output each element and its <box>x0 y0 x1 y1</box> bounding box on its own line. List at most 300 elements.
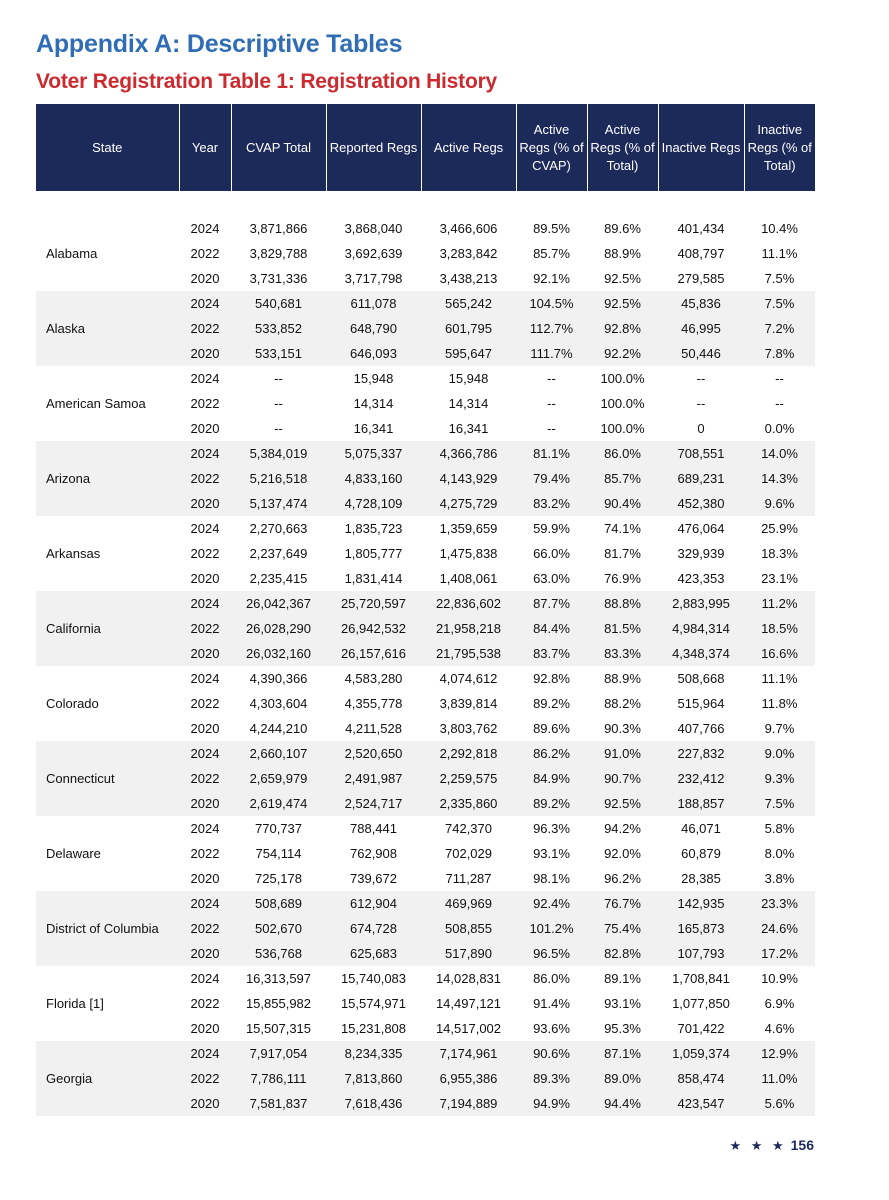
table-cell: 142,935 <box>658 891 744 916</box>
table-cell: 625,683 <box>326 941 421 966</box>
table-cell: 89.5% <box>516 216 587 241</box>
table-cell: 4,355,778 <box>326 691 421 716</box>
table-cell: 14.0% <box>744 441 815 466</box>
table-cell: 188,857 <box>658 791 744 816</box>
table-cell: 18.3% <box>744 541 815 566</box>
table-cell: 1,408,061 <box>421 566 516 591</box>
table-cell: -- <box>231 366 326 391</box>
table-cell: 9.7% <box>744 716 815 741</box>
table-cell: 88.9% <box>587 666 658 691</box>
table-cell: 84.4% <box>516 616 587 641</box>
star-icon: ★ ★ ★ <box>729 1138 787 1153</box>
table-cell: 9.0% <box>744 741 815 766</box>
table-cell: 60,879 <box>658 841 744 866</box>
table-cell: 86.0% <box>587 441 658 466</box>
table-cell: 4,143,929 <box>421 466 516 491</box>
table-cell: 7,194,889 <box>421 1091 516 1116</box>
table-cell: 611,078 <box>326 291 421 316</box>
table-cell: -- <box>744 366 815 391</box>
table-cell: 22,836,602 <box>421 591 516 616</box>
table-cell: 83.2% <box>516 491 587 516</box>
table-cell: 93.1% <box>587 991 658 1016</box>
table-cell: 15,507,315 <box>231 1016 326 1041</box>
table-cell: 96.3% <box>516 816 587 841</box>
table-cell: 725,178 <box>231 866 326 891</box>
table-cell: 8.0% <box>744 841 815 866</box>
table-cell: 89.0% <box>587 1066 658 1091</box>
table-cell: 702,029 <box>421 841 516 866</box>
table-cell: 646,093 <box>326 341 421 366</box>
table-cell: 28,385 <box>658 866 744 891</box>
table-cell: 90.3% <box>587 716 658 741</box>
table-cell: 1,475,838 <box>421 541 516 566</box>
year-cell: 2020 <box>179 416 231 441</box>
table-cell: 15,231,808 <box>326 1016 421 1041</box>
table-cell: 3,871,866 <box>231 216 326 241</box>
table-cell: 93.6% <box>516 1016 587 1041</box>
table-cell: 3,438,213 <box>421 266 516 291</box>
table-cell: 89.6% <box>516 716 587 741</box>
table-row <box>36 891 815 916</box>
table-cell: 92.5% <box>587 791 658 816</box>
table-cell: 4,583,280 <box>326 666 421 691</box>
table-cell: 81.7% <box>587 541 658 566</box>
table-cell: 94.9% <box>516 1091 587 1116</box>
state-name-cell: Delaware <box>36 816 179 891</box>
year-cell: 2020 <box>179 941 231 966</box>
table-cell: 508,689 <box>231 891 326 916</box>
table-cell: 11.2% <box>744 591 815 616</box>
table-cell: 2,335,860 <box>421 791 516 816</box>
state-name-cell: Connecticut <box>36 741 179 816</box>
table-cell: 423,547 <box>658 1091 744 1116</box>
table-cell: 98.1% <box>516 866 587 891</box>
year-cell: 2024 <box>179 816 231 841</box>
table-title: Voter Registration Table 1: Registration History <box>36 70 498 93</box>
table-cell: 508,668 <box>658 666 744 691</box>
table-cell: 89.6% <box>587 216 658 241</box>
year-cell: 2020 <box>179 491 231 516</box>
table-cell: 11.8% <box>744 691 815 716</box>
table-cell: -- <box>231 391 326 416</box>
table-cell: 14,028,831 <box>421 966 516 991</box>
year-cell: 2024 <box>179 366 231 391</box>
state-name-cell: California <box>36 591 179 666</box>
table-cell: 26,028,290 <box>231 616 326 641</box>
table-cell: 7.5% <box>744 291 815 316</box>
year-cell: 2022 <box>179 316 231 341</box>
table-cell: 59.9% <box>516 516 587 541</box>
page-number: 156 <box>790 1137 814 1153</box>
table-cell: 4,303,604 <box>231 691 326 716</box>
table-cell: 23.3% <box>744 891 815 916</box>
table-cell: 111.7% <box>516 341 587 366</box>
year-cell: 2020 <box>179 791 231 816</box>
year-cell: 2022 <box>179 916 231 941</box>
year-cell: 2022 <box>179 841 231 866</box>
table-cell: 96.5% <box>516 941 587 966</box>
table-cell: 16,341 <box>421 416 516 441</box>
table-cell: 10.9% <box>744 966 815 991</box>
table-cell: 88.8% <box>587 591 658 616</box>
table-cell: -- <box>744 391 815 416</box>
table-cell: 84.9% <box>516 766 587 791</box>
table-cell: 21,958,218 <box>421 616 516 641</box>
year-cell: 2020 <box>179 716 231 741</box>
year-cell: 2022 <box>179 1066 231 1091</box>
table-cell: 476,064 <box>658 516 744 541</box>
table-cell: 23.1% <box>744 566 815 591</box>
table-cell: 1,077,850 <box>658 991 744 1016</box>
table-cell: 7,813,860 <box>326 1066 421 1091</box>
year-cell: 2020 <box>179 1091 231 1116</box>
year-cell: 2022 <box>179 541 231 566</box>
table-cell: 770,737 <box>231 816 326 841</box>
table-cell: 3,731,336 <box>231 266 326 291</box>
table-cell: 87.7% <box>516 591 587 616</box>
table-cell: 101.2% <box>516 916 587 941</box>
table-cell: 91.0% <box>587 741 658 766</box>
table-cell: 14.3% <box>744 466 815 491</box>
column-header: Inactive Regs <box>658 104 744 191</box>
table-cell: 711,287 <box>421 866 516 891</box>
year-cell: 2024 <box>179 441 231 466</box>
table-cell: 7,618,436 <box>326 1091 421 1116</box>
table-cell: -- <box>231 416 326 441</box>
table-cell: 8,234,335 <box>326 1041 421 1066</box>
table-cell: 92.0% <box>587 841 658 866</box>
state-name-cell: Arizona <box>36 441 179 516</box>
table-cell: 112.7% <box>516 316 587 341</box>
table-row <box>36 666 815 691</box>
table-cell: 1,708,841 <box>658 966 744 991</box>
table-cell: 11.1% <box>744 666 815 691</box>
state-name-cell: Florida [1] <box>36 966 179 1041</box>
year-cell: 2022 <box>179 241 231 266</box>
table-cell: 2,235,415 <box>231 566 326 591</box>
table-cell: 595,647 <box>421 341 516 366</box>
table-cell: 15,740,083 <box>326 966 421 991</box>
table-cell: 17.2% <box>744 941 815 966</box>
table-cell: 3,283,842 <box>421 241 516 266</box>
table-cell: 15,574,971 <box>326 991 421 1016</box>
table-cell: 7.5% <box>744 791 815 816</box>
table-cell: 788,441 <box>326 816 421 841</box>
table-cell: 515,964 <box>658 691 744 716</box>
table-cell: 86.0% <box>516 966 587 991</box>
table-cell: 94.2% <box>587 816 658 841</box>
table-cell: 4,348,374 <box>658 641 744 666</box>
table-cell: 7,581,837 <box>231 1091 326 1116</box>
table-cell: 1,359,659 <box>421 516 516 541</box>
column-header: Active Regs (% of Total) <box>587 104 658 191</box>
table-cell: 90.6% <box>516 1041 587 1066</box>
table-cell: 5,137,474 <box>231 491 326 516</box>
table-cell: 88.2% <box>587 691 658 716</box>
table-cell: 2,883,995 <box>658 591 744 616</box>
table-row <box>36 591 815 616</box>
table-row <box>36 966 815 991</box>
state-name-cell: Alaska <box>36 291 179 366</box>
table-body <box>36 191 815 1116</box>
table-cell: 45,836 <box>658 291 744 316</box>
table-cell: 452,380 <box>658 491 744 516</box>
table-cell: 88.9% <box>587 241 658 266</box>
year-cell: 2024 <box>179 741 231 766</box>
table-cell: 858,474 <box>658 1066 744 1091</box>
table-cell: 92.5% <box>587 266 658 291</box>
table-cell: 2,660,107 <box>231 741 326 766</box>
table-cell: 423,353 <box>658 566 744 591</box>
table-cell: 3,829,788 <box>231 241 326 266</box>
table-cell: 533,852 <box>231 316 326 341</box>
year-cell: 2024 <box>179 591 231 616</box>
table-cell: 517,890 <box>421 941 516 966</box>
year-cell: 2022 <box>179 766 231 791</box>
table-cell: 15,948 <box>421 366 516 391</box>
table-row <box>36 216 815 241</box>
table-cell: 91.4% <box>516 991 587 1016</box>
table-cell: 227,832 <box>658 741 744 766</box>
table-cell: 15,855,982 <box>231 991 326 1016</box>
table-cell: 4,211,528 <box>326 716 421 741</box>
table-cell: 2,659,979 <box>231 766 326 791</box>
table-cell: 674,728 <box>326 916 421 941</box>
table-cell: 2,237,649 <box>231 541 326 566</box>
table-cell: 6.9% <box>744 991 815 1016</box>
table-cell: 701,422 <box>658 1016 744 1041</box>
state-name-cell: Arkansas <box>36 516 179 591</box>
page-title: Appendix A: Descriptive Tables <box>36 30 403 58</box>
table-cell: 762,908 <box>326 841 421 866</box>
table-row <box>36 366 815 391</box>
table-row <box>36 741 815 766</box>
year-cell: 2024 <box>179 966 231 991</box>
year-cell: 2024 <box>179 666 231 691</box>
table-cell: 165,873 <box>658 916 744 941</box>
table-cell: 533,151 <box>231 341 326 366</box>
year-cell: 2024 <box>179 1041 231 1066</box>
table-cell: 6,955,386 <box>421 1066 516 1091</box>
table-cell: 0.0% <box>744 416 815 441</box>
table-row <box>36 1041 815 1066</box>
table-cell: 1,805,777 <box>326 541 421 566</box>
column-header: Active Regs <box>421 104 516 191</box>
table-cell: 329,939 <box>658 541 744 566</box>
year-cell: 2022 <box>179 691 231 716</box>
table-cell: 7,786,111 <box>231 1066 326 1091</box>
table-cell: 9.3% <box>744 766 815 791</box>
table-cell: 742,370 <box>421 816 516 841</box>
table-cell: 83.7% <box>516 641 587 666</box>
table-cell: 3.8% <box>744 866 815 891</box>
table-cell: 46,995 <box>658 316 744 341</box>
table-cell: 89.2% <box>516 691 587 716</box>
table-row <box>36 516 815 541</box>
table-cell: 3,466,606 <box>421 216 516 241</box>
table-cell: 16,313,597 <box>231 966 326 991</box>
table-cell: 92.4% <box>516 891 587 916</box>
column-header: Reported Regs <box>326 104 421 191</box>
table-cell: 26,032,160 <box>231 641 326 666</box>
table-cell: 4,984,314 <box>658 616 744 641</box>
table-cell: 85.7% <box>587 466 658 491</box>
table-cell: 4,244,210 <box>231 716 326 741</box>
table-cell: 5,075,337 <box>326 441 421 466</box>
table-cell: -- <box>516 416 587 441</box>
table-spacer <box>36 191 815 216</box>
table-cell: 94.4% <box>587 1091 658 1116</box>
state-name-cell: Colorado <box>36 666 179 741</box>
table-cell: 100.0% <box>587 391 658 416</box>
table-cell: 407,766 <box>658 716 744 741</box>
column-header: Active Regs (% of CVAP) <box>516 104 587 191</box>
table-cell: 82.8% <box>587 941 658 966</box>
table-cell: 75.4% <box>587 916 658 941</box>
table-cell: 26,157,616 <box>326 641 421 666</box>
year-cell: 2024 <box>179 516 231 541</box>
table-cell: 9.6% <box>744 491 815 516</box>
table-cell: 540,681 <box>231 291 326 316</box>
table-cell: 1,059,374 <box>658 1041 744 1066</box>
table-cell: 92.8% <box>516 666 587 691</box>
table-cell: 565,242 <box>421 291 516 316</box>
table-cell: 76.9% <box>587 566 658 591</box>
table-cell: 7,174,961 <box>421 1041 516 1066</box>
table-cell: 5.8% <box>744 816 815 841</box>
table-cell: 4.6% <box>744 1016 815 1041</box>
table-cell: 25.9% <box>744 516 815 541</box>
table-cell: 24.6% <box>744 916 815 941</box>
table-cell: 86.2% <box>516 741 587 766</box>
table-cell: 754,114 <box>231 841 326 866</box>
state-name-cell: Alabama <box>36 216 179 291</box>
table-cell: 2,619,474 <box>231 791 326 816</box>
table-cell: 612,904 <box>326 891 421 916</box>
column-header: Inactive Regs (% of Total) <box>744 104 815 191</box>
year-cell: 2022 <box>179 991 231 1016</box>
table-cell: 401,434 <box>658 216 744 241</box>
table-cell: 89.1% <box>587 966 658 991</box>
table-cell: 85.7% <box>516 241 587 266</box>
table-cell: 26,942,532 <box>326 616 421 641</box>
year-cell: 2020 <box>179 866 231 891</box>
table-cell: 3,692,639 <box>326 241 421 266</box>
column-header: Year <box>179 104 231 191</box>
table-cell: 4,833,160 <box>326 466 421 491</box>
table-cell: 508,855 <box>421 916 516 941</box>
year-cell: 2020 <box>179 1016 231 1041</box>
table-cell: 2,292,818 <box>421 741 516 766</box>
table-cell: 648,790 <box>326 316 421 341</box>
table-row <box>36 441 815 466</box>
table-cell: 14,497,121 <box>421 991 516 1016</box>
table-cell: 92.8% <box>587 316 658 341</box>
table-cell: 7,917,054 <box>231 1041 326 1066</box>
page-footer <box>729 1137 814 1154</box>
table-cell: 232,412 <box>658 766 744 791</box>
year-cell: 2024 <box>179 291 231 316</box>
table-cell: 92.5% <box>587 291 658 316</box>
year-cell: 2024 <box>179 216 231 241</box>
table-cell: 689,231 <box>658 466 744 491</box>
table-cell: 79.4% <box>516 466 587 491</box>
year-cell: 2022 <box>179 616 231 641</box>
state-name-cell: District of Columbia <box>36 891 179 966</box>
table-cell: 4,275,729 <box>421 491 516 516</box>
table-cell: 90.4% <box>587 491 658 516</box>
table-cell: 11.1% <box>744 241 815 266</box>
table-cell: 104.5% <box>516 291 587 316</box>
table-cell: -- <box>658 391 744 416</box>
table-cell: 708,551 <box>658 441 744 466</box>
table-cell: -- <box>516 366 587 391</box>
registration-table <box>36 104 815 1116</box>
table-row <box>36 291 815 316</box>
table-cell: 14,314 <box>421 391 516 416</box>
table-cell: 81.1% <box>516 441 587 466</box>
table-cell: 4,728,109 <box>326 491 421 516</box>
table-cell: 469,969 <box>421 891 516 916</box>
table-cell: 7.5% <box>744 266 815 291</box>
table-cell: 3,803,762 <box>421 716 516 741</box>
table-cell: 14,517,002 <box>421 1016 516 1041</box>
table-cell: 5,384,019 <box>231 441 326 466</box>
table-cell: 50,446 <box>658 341 744 366</box>
year-cell: 2020 <box>179 641 231 666</box>
table-cell: 89.3% <box>516 1066 587 1091</box>
table-cell: 89.2% <box>516 791 587 816</box>
table-cell: 279,585 <box>658 266 744 291</box>
table-cell: 66.0% <box>516 541 587 566</box>
table-cell: 2,259,575 <box>421 766 516 791</box>
year-cell: 2020 <box>179 341 231 366</box>
table-cell: 2,270,663 <box>231 516 326 541</box>
table-cell: 5.6% <box>744 1091 815 1116</box>
table-cell: 2,491,987 <box>326 766 421 791</box>
table-cell: -- <box>658 366 744 391</box>
table-cell: 4,390,366 <box>231 666 326 691</box>
table-cell: 18.5% <box>744 616 815 641</box>
table-cell: 2,524,717 <box>326 791 421 816</box>
table-cell: 16.6% <box>744 641 815 666</box>
state-name-cell: Georgia <box>36 1041 179 1116</box>
table-cell: 92.1% <box>516 266 587 291</box>
table-header-row <box>36 104 815 191</box>
table-cell: 93.1% <box>516 841 587 866</box>
table-cell: 11.0% <box>744 1066 815 1091</box>
table-cell: 7.8% <box>744 341 815 366</box>
table-cell: 83.3% <box>587 641 658 666</box>
table-cell: 25,720,597 <box>326 591 421 616</box>
table-cell: 601,795 <box>421 316 516 341</box>
year-cell: 2020 <box>179 266 231 291</box>
year-cell: 2020 <box>179 566 231 591</box>
table-cell: 92.2% <box>587 341 658 366</box>
table-cell: 107,793 <box>658 941 744 966</box>
table-cell: 74.1% <box>587 516 658 541</box>
table-cell: 3,868,040 <box>326 216 421 241</box>
table-cell: 1,835,723 <box>326 516 421 541</box>
table-cell: 502,670 <box>231 916 326 941</box>
table-cell: 4,074,612 <box>421 666 516 691</box>
table-cell: 26,042,367 <box>231 591 326 616</box>
table-cell: 21,795,538 <box>421 641 516 666</box>
table-cell: 12.9% <box>744 1041 815 1066</box>
table-cell: 14,314 <box>326 391 421 416</box>
table-cell: 100.0% <box>587 416 658 441</box>
table-cell: 90.7% <box>587 766 658 791</box>
